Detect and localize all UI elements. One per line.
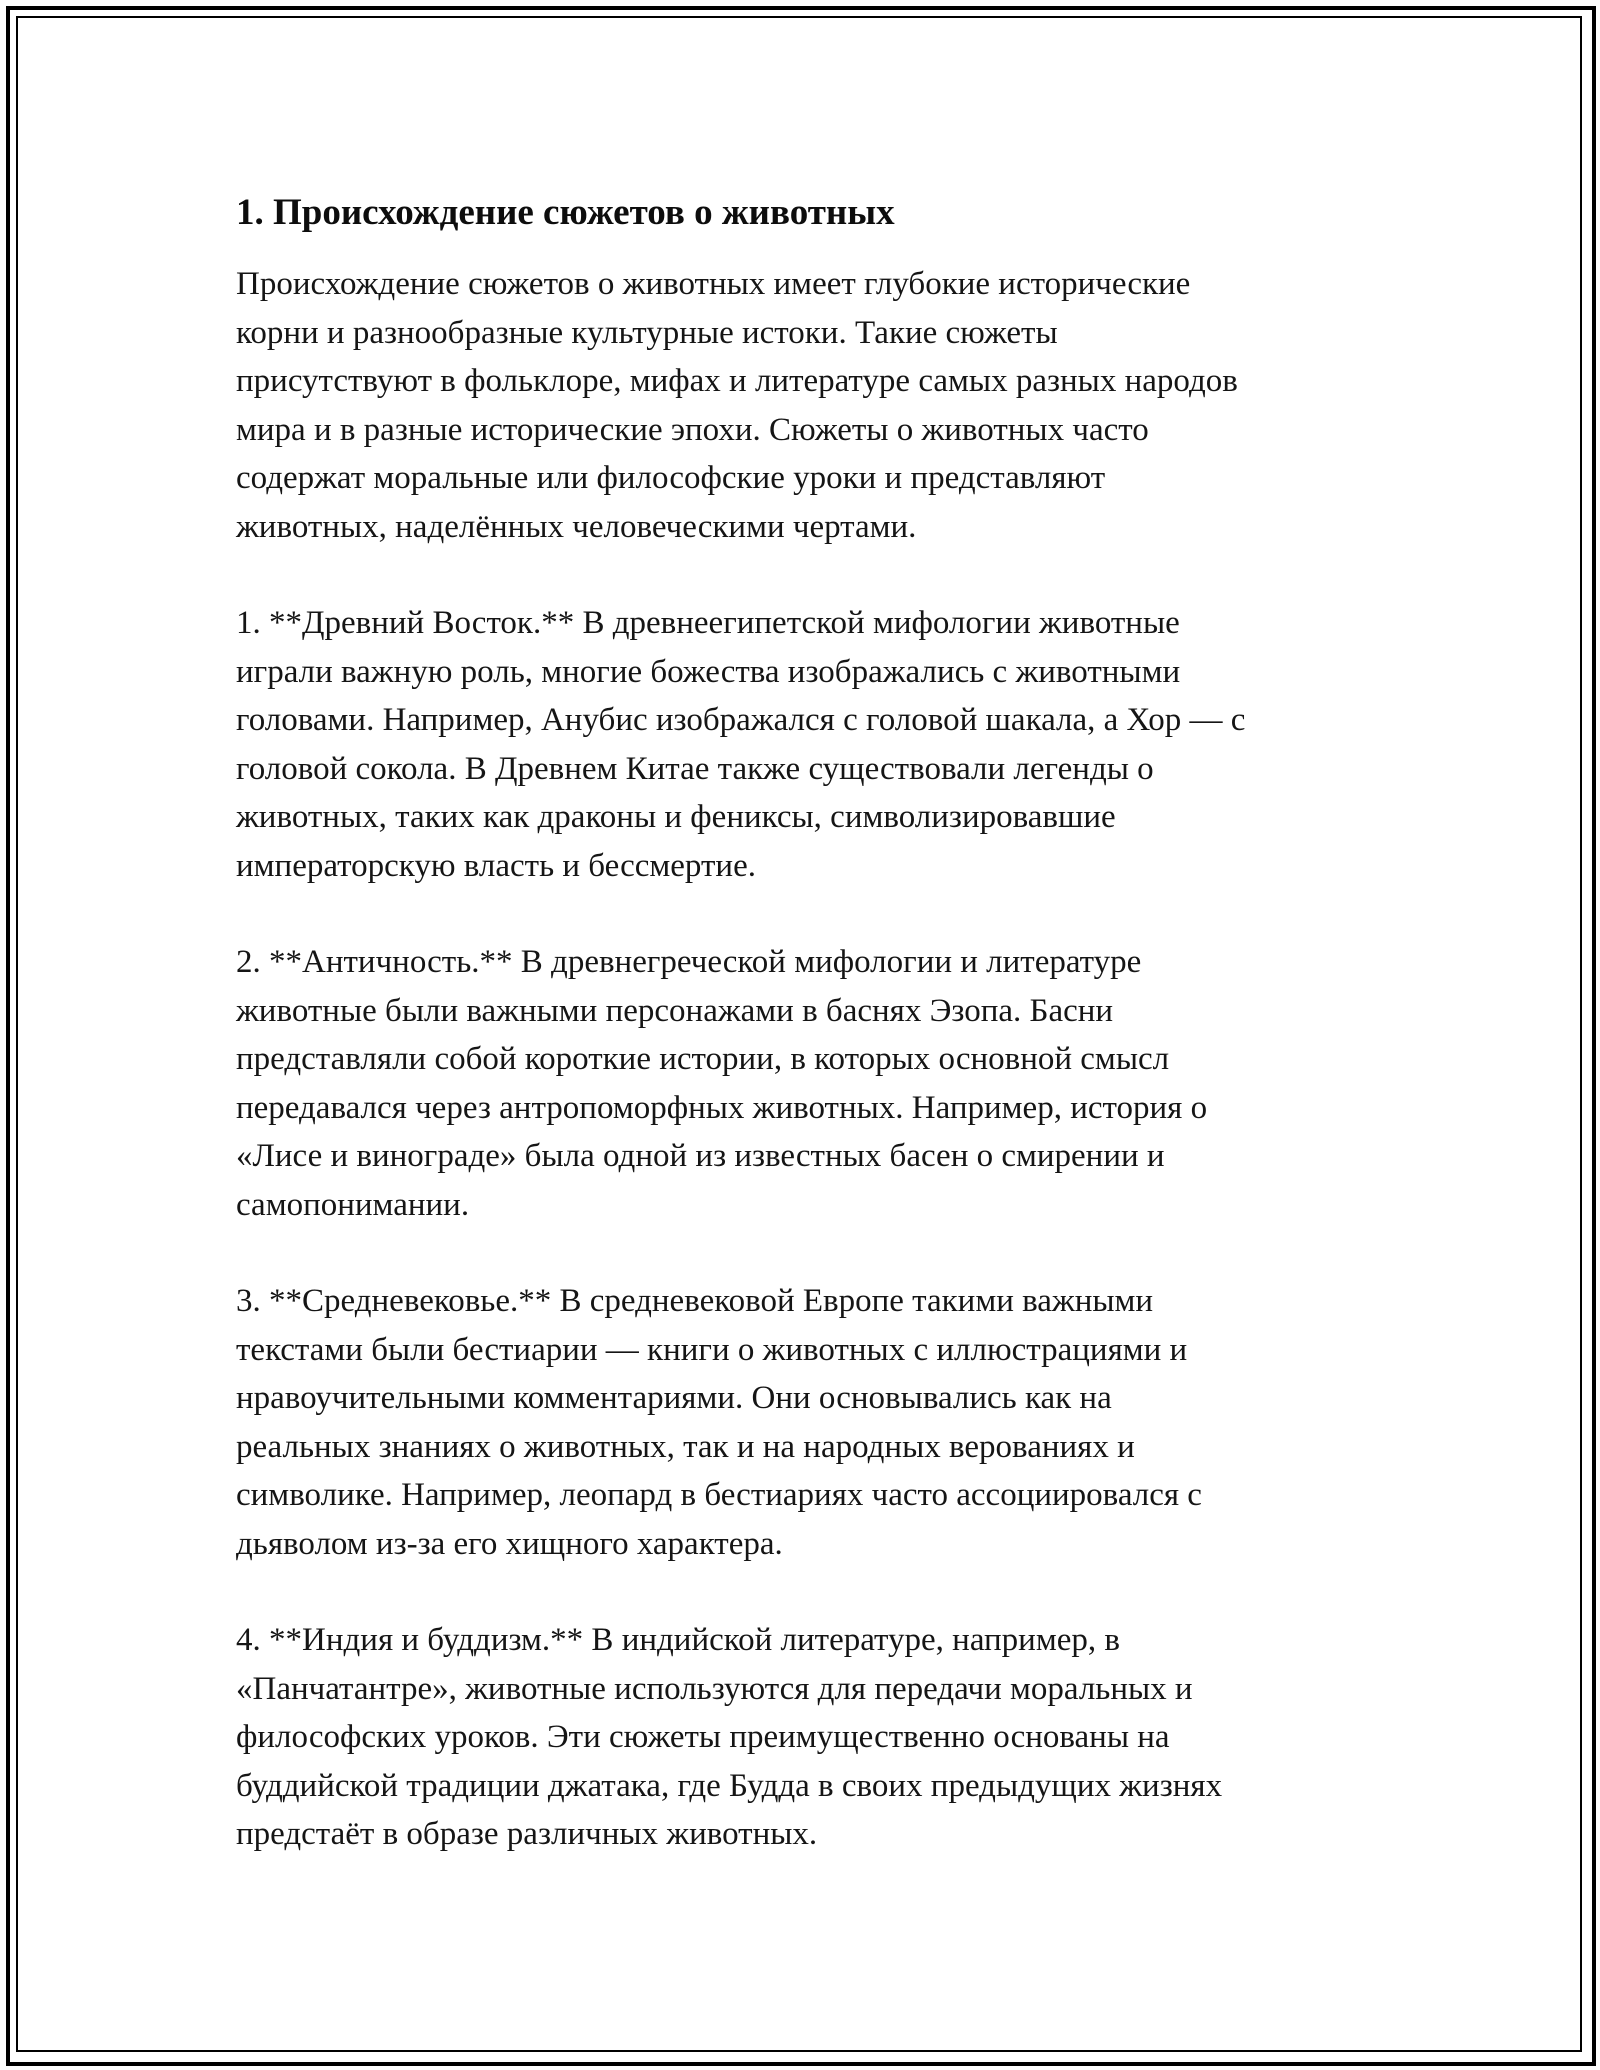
text-line: реальных знаниях о животных, так и на народных верованиях и <box>236 1428 1135 1465</box>
text-line: нравоучительными комментариями. Они основывались как на <box>236 1380 1112 1416</box>
text-line: символике. Например, леопард в бестиариях часто ассоциировался с <box>236 1477 1202 1513</box>
text-line: присутствуют в фольклоре, мифах и литературе самых разных народов <box>236 363 1238 399</box>
text-line: дьяволом из-за его хищного характера. <box>236 1525 783 1562</box>
text-line: 1. **Древний Восток.** В древнеегипетской мифологии животные <box>236 605 1180 641</box>
text-line: буддийской традиции джатака, где Будда в своих предыдущих жизнях <box>236 1767 1223 1804</box>
text-line: 4. **Индия и буддизм.** В индийской литературе, например, в <box>236 1622 1120 1658</box>
text-line: философских уроков. Эти сюжеты преимущественно основаны на <box>236 1719 1170 1755</box>
antiquity-paragraph <box>236 938 1376 1229</box>
text-line: животные были важными персонажами в баснях Эзопа. Басни <box>236 992 1114 1029</box>
section-heading: 1. Происхождение сюжетов о животных <box>236 192 895 233</box>
intro-paragraph <box>236 260 1376 551</box>
text-line: животных, таких как драконы и фениксы, символизировавшие <box>236 799 1116 835</box>
middle-ages-paragraph <box>236 1277 1376 1568</box>
text-line: 3. **Средневековье.** В средневековой Европе такими важными <box>236 1283 1154 1319</box>
text-line: предстаёт в образе различных животных. <box>236 1816 818 1852</box>
text-line: «Панчатантре», животные используются для передачи моральных и <box>236 1670 1193 1707</box>
text-line: содержат моральные или философские уроки и представляют <box>236 460 1106 496</box>
ancient-east-paragraph <box>236 599 1376 890</box>
text-line: представляли собой короткие истории, в которых основной смысл <box>236 1041 1170 1077</box>
text-line: играли важную роль, многие божества изображались с животными <box>236 653 1181 690</box>
text-line: императорскую власть и бессмертие. <box>236 847 756 884</box>
document-body <box>236 188 1376 1859</box>
text-line: самопонимании. <box>236 1186 470 1223</box>
text-line: головой сокола. В Древнем Китае также существовали легенды о <box>236 750 1154 787</box>
text-line: передавался через антропоморфных животных. Например, история о <box>236 1089 1208 1126</box>
text-line: текстами были бестиарии — книги о животных с иллюстрациями и <box>236 1331 1188 1368</box>
text-line: головами. Например, Анубис изображался с головой шакала, а Хор — с <box>236 702 1246 738</box>
text-line: 2. **Античность.** В древнегреческой мифологии и литературе <box>236 944 1142 980</box>
text-line: «Лисе и винограде» была одной из известных басен о смирении и <box>236 1138 1165 1174</box>
text-line: мира и в разные исторические эпохи. Сюжеты о животных часто <box>236 411 1149 448</box>
text-line: животных, наделённых человеческими чертами. <box>236 508 917 545</box>
text-line: корни и разнообразные культурные истоки. Такие сюжеты <box>236 314 1058 351</box>
india-buddhism-paragraph <box>236 1616 1376 1859</box>
text-line: Происхождение сюжетов о животных имеет глубокие исторические <box>236 266 1191 302</box>
